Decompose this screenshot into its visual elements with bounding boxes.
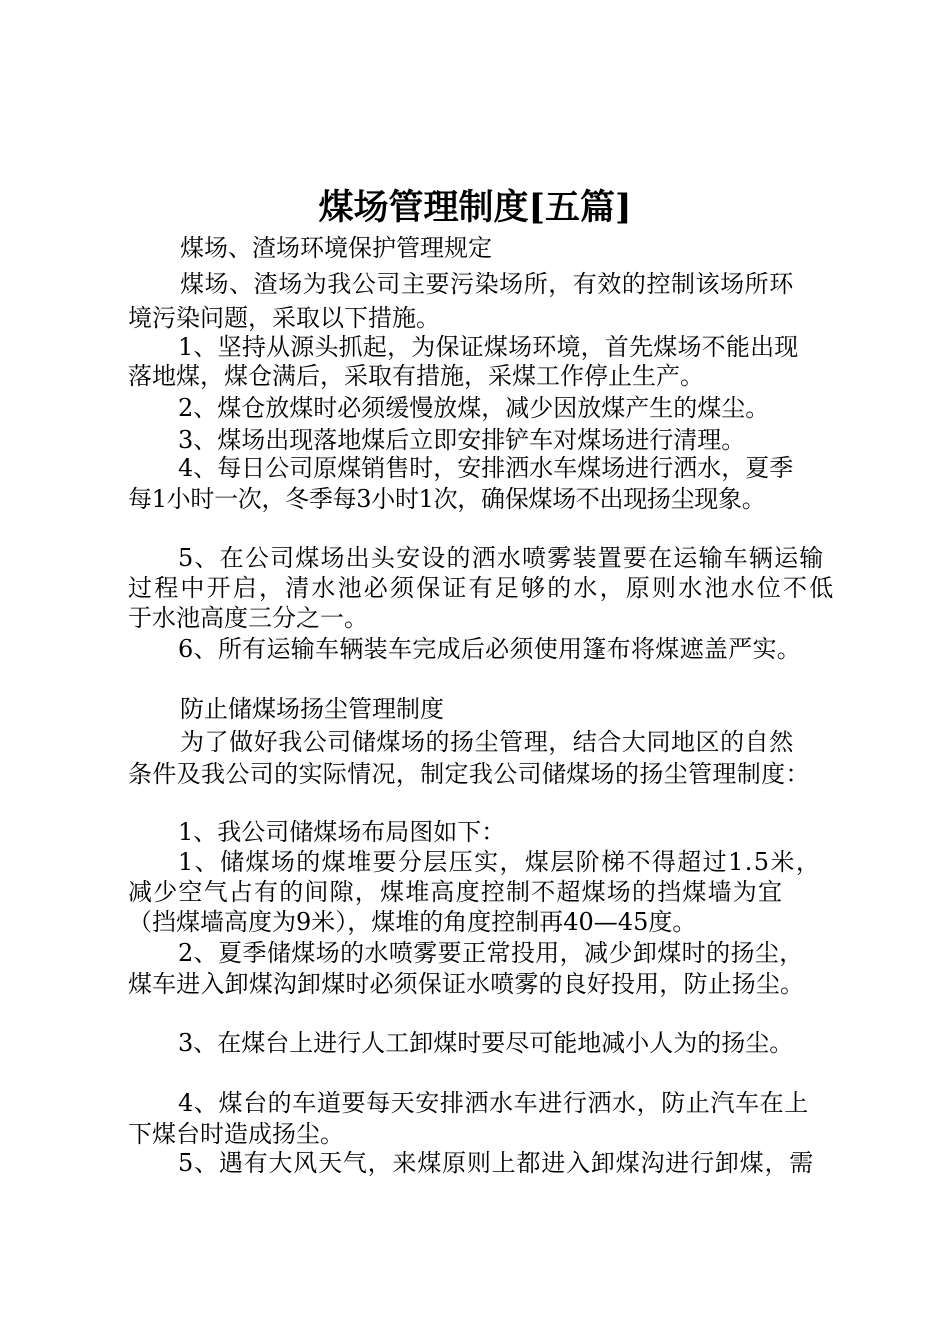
paragraph-line: 2、夏季储煤场的水喷雾要正常投用，减少卸煤时的扬尘， (178, 939, 804, 967)
paragraph-line: 于水池高度三分之一。 (128, 604, 368, 632)
paragraph-line: 减少空气占有的间隙，煤堆高度控制不超煤场的挡煤墙为宜 (128, 878, 784, 906)
paragraph-line: （挡煤墙高度为9米），煤堆的角度控制再40—45度。 (128, 908, 697, 936)
paragraph-line: 4、煤台的车道要每天安排洒水车进行洒水，防止汽车在上 (178, 1089, 809, 1117)
paragraph-line: 煤车进入卸煤沟卸煤时必须保证水喷雾的良好投用，防止扬尘。 (128, 970, 805, 998)
paragraph-line: 落地煤，煤仓满后，采取有措施，采煤工作停止生产。 (128, 362, 704, 390)
paragraph-line: 煤场、渣场为我公司主要污染场所，有效的控制该场所环 (180, 270, 794, 298)
paragraph-line: 1、储煤场的煤堆要分层压实，煤层阶梯不得超过1.5米， (178, 848, 822, 876)
paragraph-line: 5、遇有大风天气，来煤原则上都进入卸煤沟进行卸煤，需 (178, 1149, 815, 1177)
paragraph-line: 5、在公司煤场出头安设的洒水喷雾装置要在运输车辆运输 (178, 544, 825, 572)
paragraph-line: 1、我公司储煤场布局图如下： (178, 818, 506, 846)
paragraph-line: 境污染问题，采取以下措施。 (128, 304, 440, 332)
paragraph-line: 下煤台时造成扬尘。 (128, 1120, 344, 1148)
paragraph-line: 4、每日公司原煤销售时，安排洒水车煤场进行洒水，夏季 (178, 454, 794, 482)
paragraph-line: 1、坚持从源头抓起，为保证煤场环境，首先煤场不能出现 (178, 333, 799, 361)
paragraph-line: 3、煤场出现落地煤后立即安排铲车对煤场进行清理。 (178, 426, 746, 454)
section-heading: 防止储煤场扬尘管理制度 (180, 695, 444, 723)
paragraph-line: 过程中开启，清水池必须保证有足够的水，原则水池水位不低 (128, 574, 836, 602)
paragraph-line: 3、在煤台上进行人工卸煤时要尽可能地减小人为的扬尘。 (178, 1029, 794, 1057)
paragraph-line: 每1小时一次，冬季每3小时1次，确保煤场不出现扬尘现象。 (128, 485, 766, 513)
paragraph-line: 为了做好我公司储煤场的扬尘管理，结合大同地区的自然 (180, 728, 794, 756)
paragraph-line: 6、所有运输车辆装车完成后必须使用篷布将煤遮盖严实。 (178, 635, 802, 663)
section-heading: 煤场、渣场环境保护管理规定 (180, 234, 492, 262)
paragraph-line: 条件及我公司的实际情况，制定我公司储煤场的扬尘管理制度： (128, 760, 810, 788)
paragraph-line: 2、煤仓放煤时必须缓慢放煤，减少因放煤产生的煤尘。 (178, 394, 770, 422)
document-title: 煤场管理制度[五篇] (318, 187, 632, 228)
